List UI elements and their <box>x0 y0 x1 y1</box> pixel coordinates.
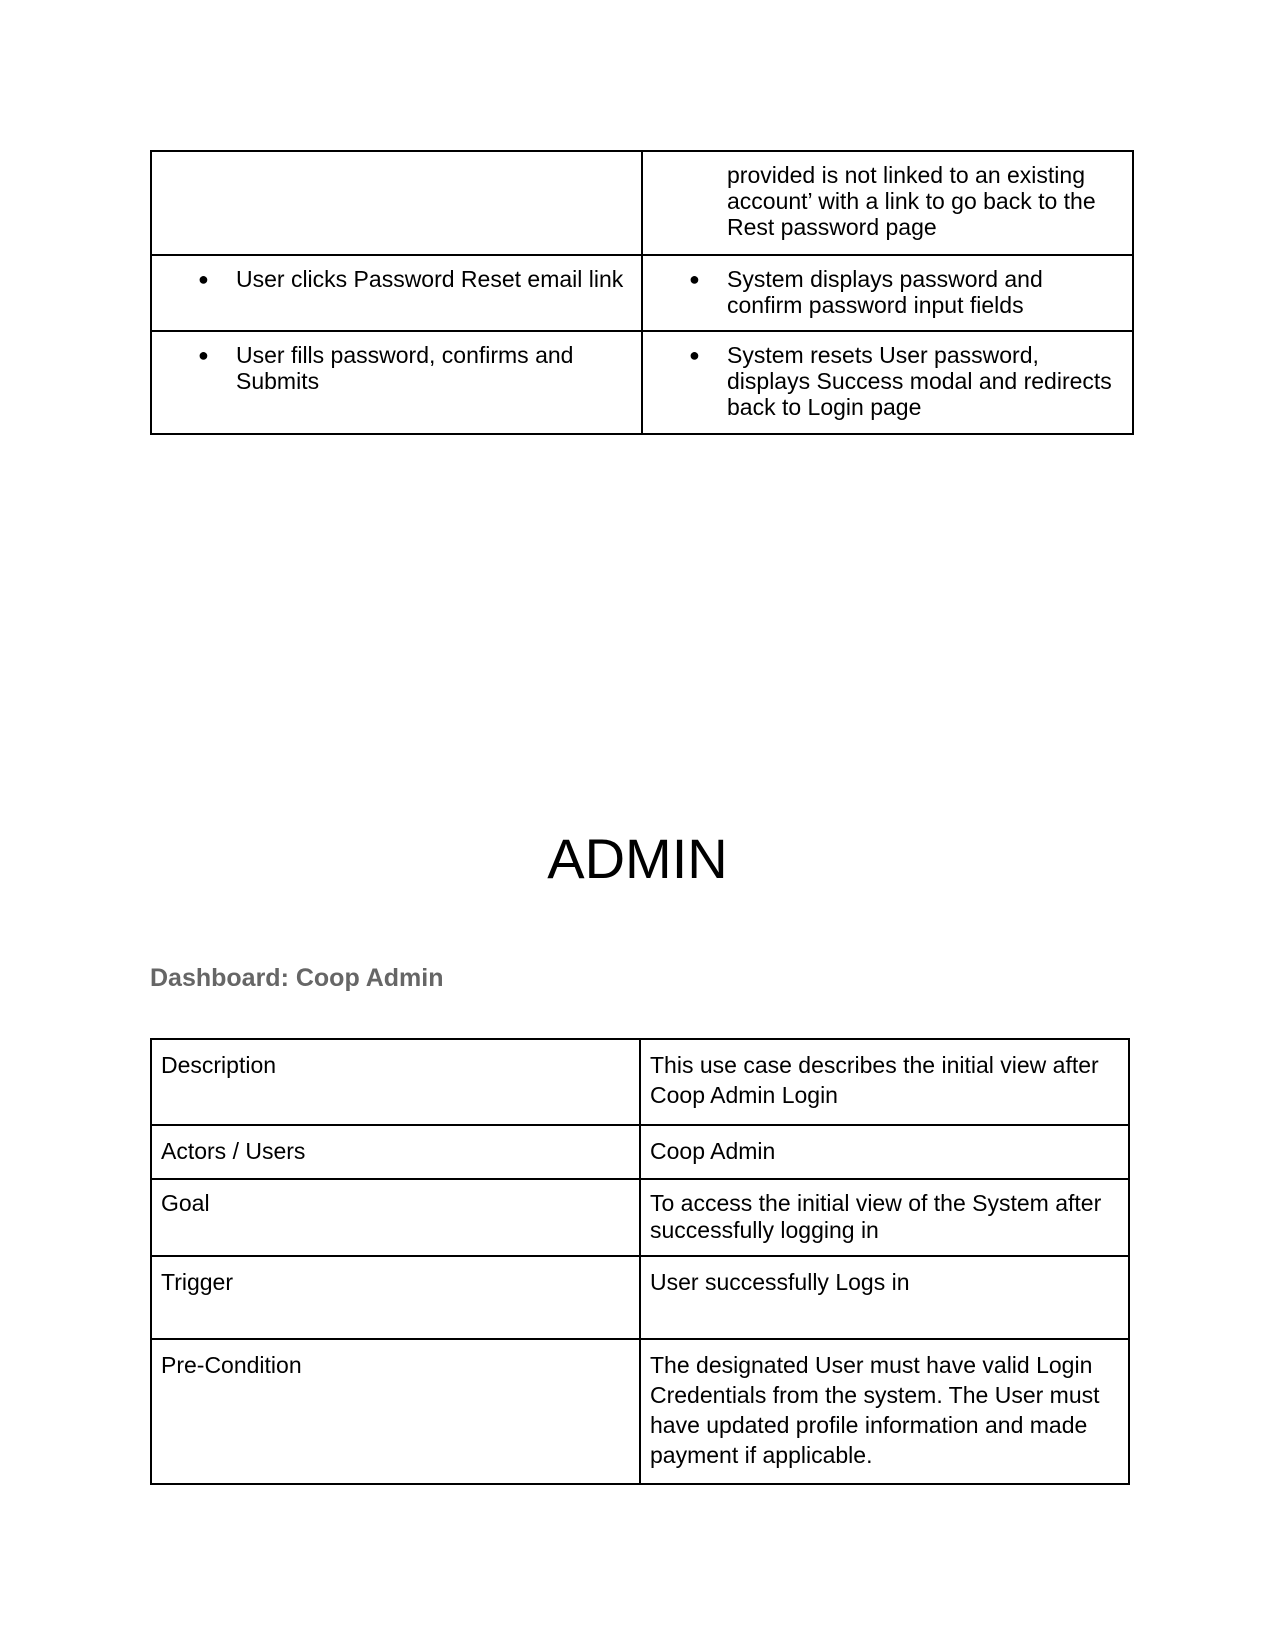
row-value: To access the initial view of the System after successfully logging in <box>640 1179 1129 1256</box>
bullet-icon: ● <box>689 345 700 365</box>
user-action-text <box>152 152 641 162</box>
section-subtitle: Dashboard: Coop Admin <box>150 964 444 992</box>
system-response-text: provided is not linked to an existing account’ with a link to go back to the Rest password page <box>727 162 1096 240</box>
table-row <box>151 1125 1129 1179</box>
table-row <box>151 1039 1129 1125</box>
bullet-icon: ● <box>198 345 209 365</box>
table-row <box>151 255 1133 331</box>
bullet-icon: ● <box>689 269 700 289</box>
bullet-icon: ● <box>198 269 209 289</box>
table-row <box>151 1256 1129 1339</box>
row-value: The designated User must have valid Login Credentials from the system. The User must have updated profile information and made payment if applicable. <box>640 1339 1129 1484</box>
row-label: Actors / Users <box>151 1125 640 1179</box>
row-value: This use case describes the initial view after Coop Admin Login <box>640 1039 1129 1125</box>
row-value: Coop Admin <box>640 1125 1129 1179</box>
table-row <box>151 1179 1129 1256</box>
row-label: Trigger <box>151 1256 640 1339</box>
table-row <box>151 1339 1129 1484</box>
user-action-cell <box>151 255 642 331</box>
user-action-text: User fills password, confirms and Submits <box>236 342 574 394</box>
user-action-text: User clicks Password Reset email link <box>236 266 624 292</box>
table-row <box>151 151 1133 255</box>
user-action-cell <box>151 151 642 255</box>
row-label: Goal <box>151 1179 640 1256</box>
row-label: Pre-Condition <box>151 1339 640 1484</box>
usecase-table <box>150 1038 1130 1485</box>
system-response-text: System displays password and confirm password input fields <box>727 266 1043 318</box>
row-label: Description <box>151 1039 640 1125</box>
section-title: ADMIN <box>547 827 728 890</box>
user-action-cell <box>151 331 642 434</box>
system-response-cell <box>642 151 1133 255</box>
system-response-cell <box>642 331 1133 434</box>
row-value: User successfully Logs in <box>640 1256 1129 1339</box>
system-response-cell <box>642 255 1133 331</box>
flow-table <box>150 150 1134 435</box>
table-row <box>151 331 1133 434</box>
system-response-text: System resets User password, displays Success modal and redirects back to Login page <box>727 342 1112 420</box>
